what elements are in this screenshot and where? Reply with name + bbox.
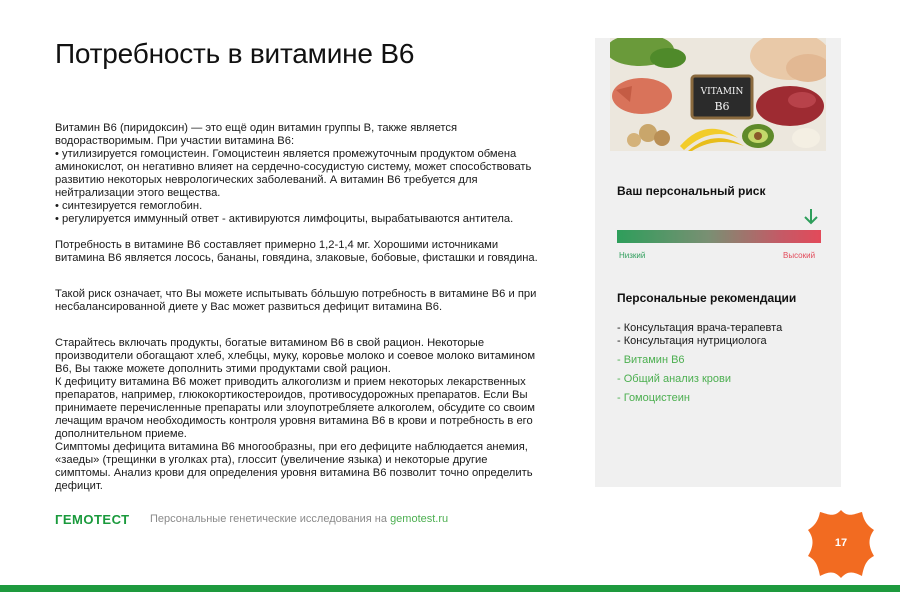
list-item: - Консультация врача-терапевта	[617, 322, 783, 334]
chalkboard-text-b6: B6	[714, 100, 730, 113]
chalkboard-text-vitamin: VITAMIN	[700, 87, 744, 97]
gemotest-logo: ГЕМОТЕСТ	[55, 512, 130, 527]
risk-scale-bar	[617, 230, 821, 243]
arrow-down-icon	[803, 208, 819, 226]
paragraph-daily-need: Потребность в витамине B6 составляет примерно 1,2-1,4 мг. Хорошими источниками витамина B6 является лосось, бананы, говядина, злаковые, бобовые, фисташки и говядина.	[55, 239, 538, 264]
side-panel	[595, 38, 841, 487]
risk-high-label: Высокий	[783, 251, 816, 260]
list-item: - Консультация нутрициолога	[617, 335, 767, 347]
bottom-brand-bar	[0, 585, 900, 592]
list-item[interactable]: - Гомоцистеин	[617, 392, 690, 404]
list-item[interactable]: - Общий анализ крови	[617, 373, 731, 385]
page-number: 17	[834, 537, 848, 549]
recommendations-title: Персональные рекомендации	[617, 291, 797, 305]
footer-link[interactable]: gemotest.ru	[390, 513, 449, 525]
main-text	[55, 122, 555, 493]
footer-text	[150, 513, 448, 525]
risk-low-label: Низкий	[619, 251, 646, 260]
page-title: Потребность в витамине B6	[55, 38, 415, 69]
risk-title: Ваш персональный риск	[617, 184, 766, 198]
list-item[interactable]: - Витамин B6	[617, 354, 685, 366]
paragraph-recommendations: Старайтесь включать продукты, богатые витамином B6 в свой рацион. Некоторые производители обогащают хлеб, хлебцы, муку, коровье молоко и соевое молоко витамином B6, Вы также можете дополнить этими продуктами свой рацион. К дефициту витамина B6 может приводить алкоголизм и прием некоторых лекарственных препаратов, например, глюкокортикостероидов, противосудорожных препаратов. Если Вы принимаете перечисленные препараты или злоупотребляете алкоголем, обсудите со своим лечащим врачом необходимость контроля уровня витамина B6 в крови и потребность в его дополнительном приеме. Симптомы дефицита витамина B6 многообразны, при его дефиците наблюдается анемия, «заеды» (трещинки в уголках рта), глоссит (увеличение языка) и некоторые другие симптомы. Анализ крови для определения уровня витамина B6 позволит точно определить дефицит.	[55, 337, 536, 492]
recommendations-list	[617, 322, 782, 405]
footer-caption: Персональные генетические исследования на	[150, 513, 387, 525]
vitamin-b6-food-photo	[610, 38, 826, 151]
paragraph-risk-meaning: Такой риск означает, что Вы можете испытывать бо́льшую потребность в витамине B6 и при несбалансированной диете у Вас может развиться дефицит витамина B6.	[55, 288, 537, 313]
paragraph-vitamin-functions: Витамин B6 (пиридоксин) — это ещё один витамин группы B, также является водорастворимым. При участии витамина B6: • утилизируется гомоцистеин. Гомоцистеин является промежуточным продуктом обмена аминокислот, он негативно влияет на сердечно-сосудистую систему, может способствовать развитию некоторых неврологических заболеваний. А витамин B6 требуется для нейтрализации этого вещества. • синтезируется гемоглобин. • регулируется иммунный ответ - активируются лимфоциты, вырабатываются антитела.	[55, 122, 532, 225]
